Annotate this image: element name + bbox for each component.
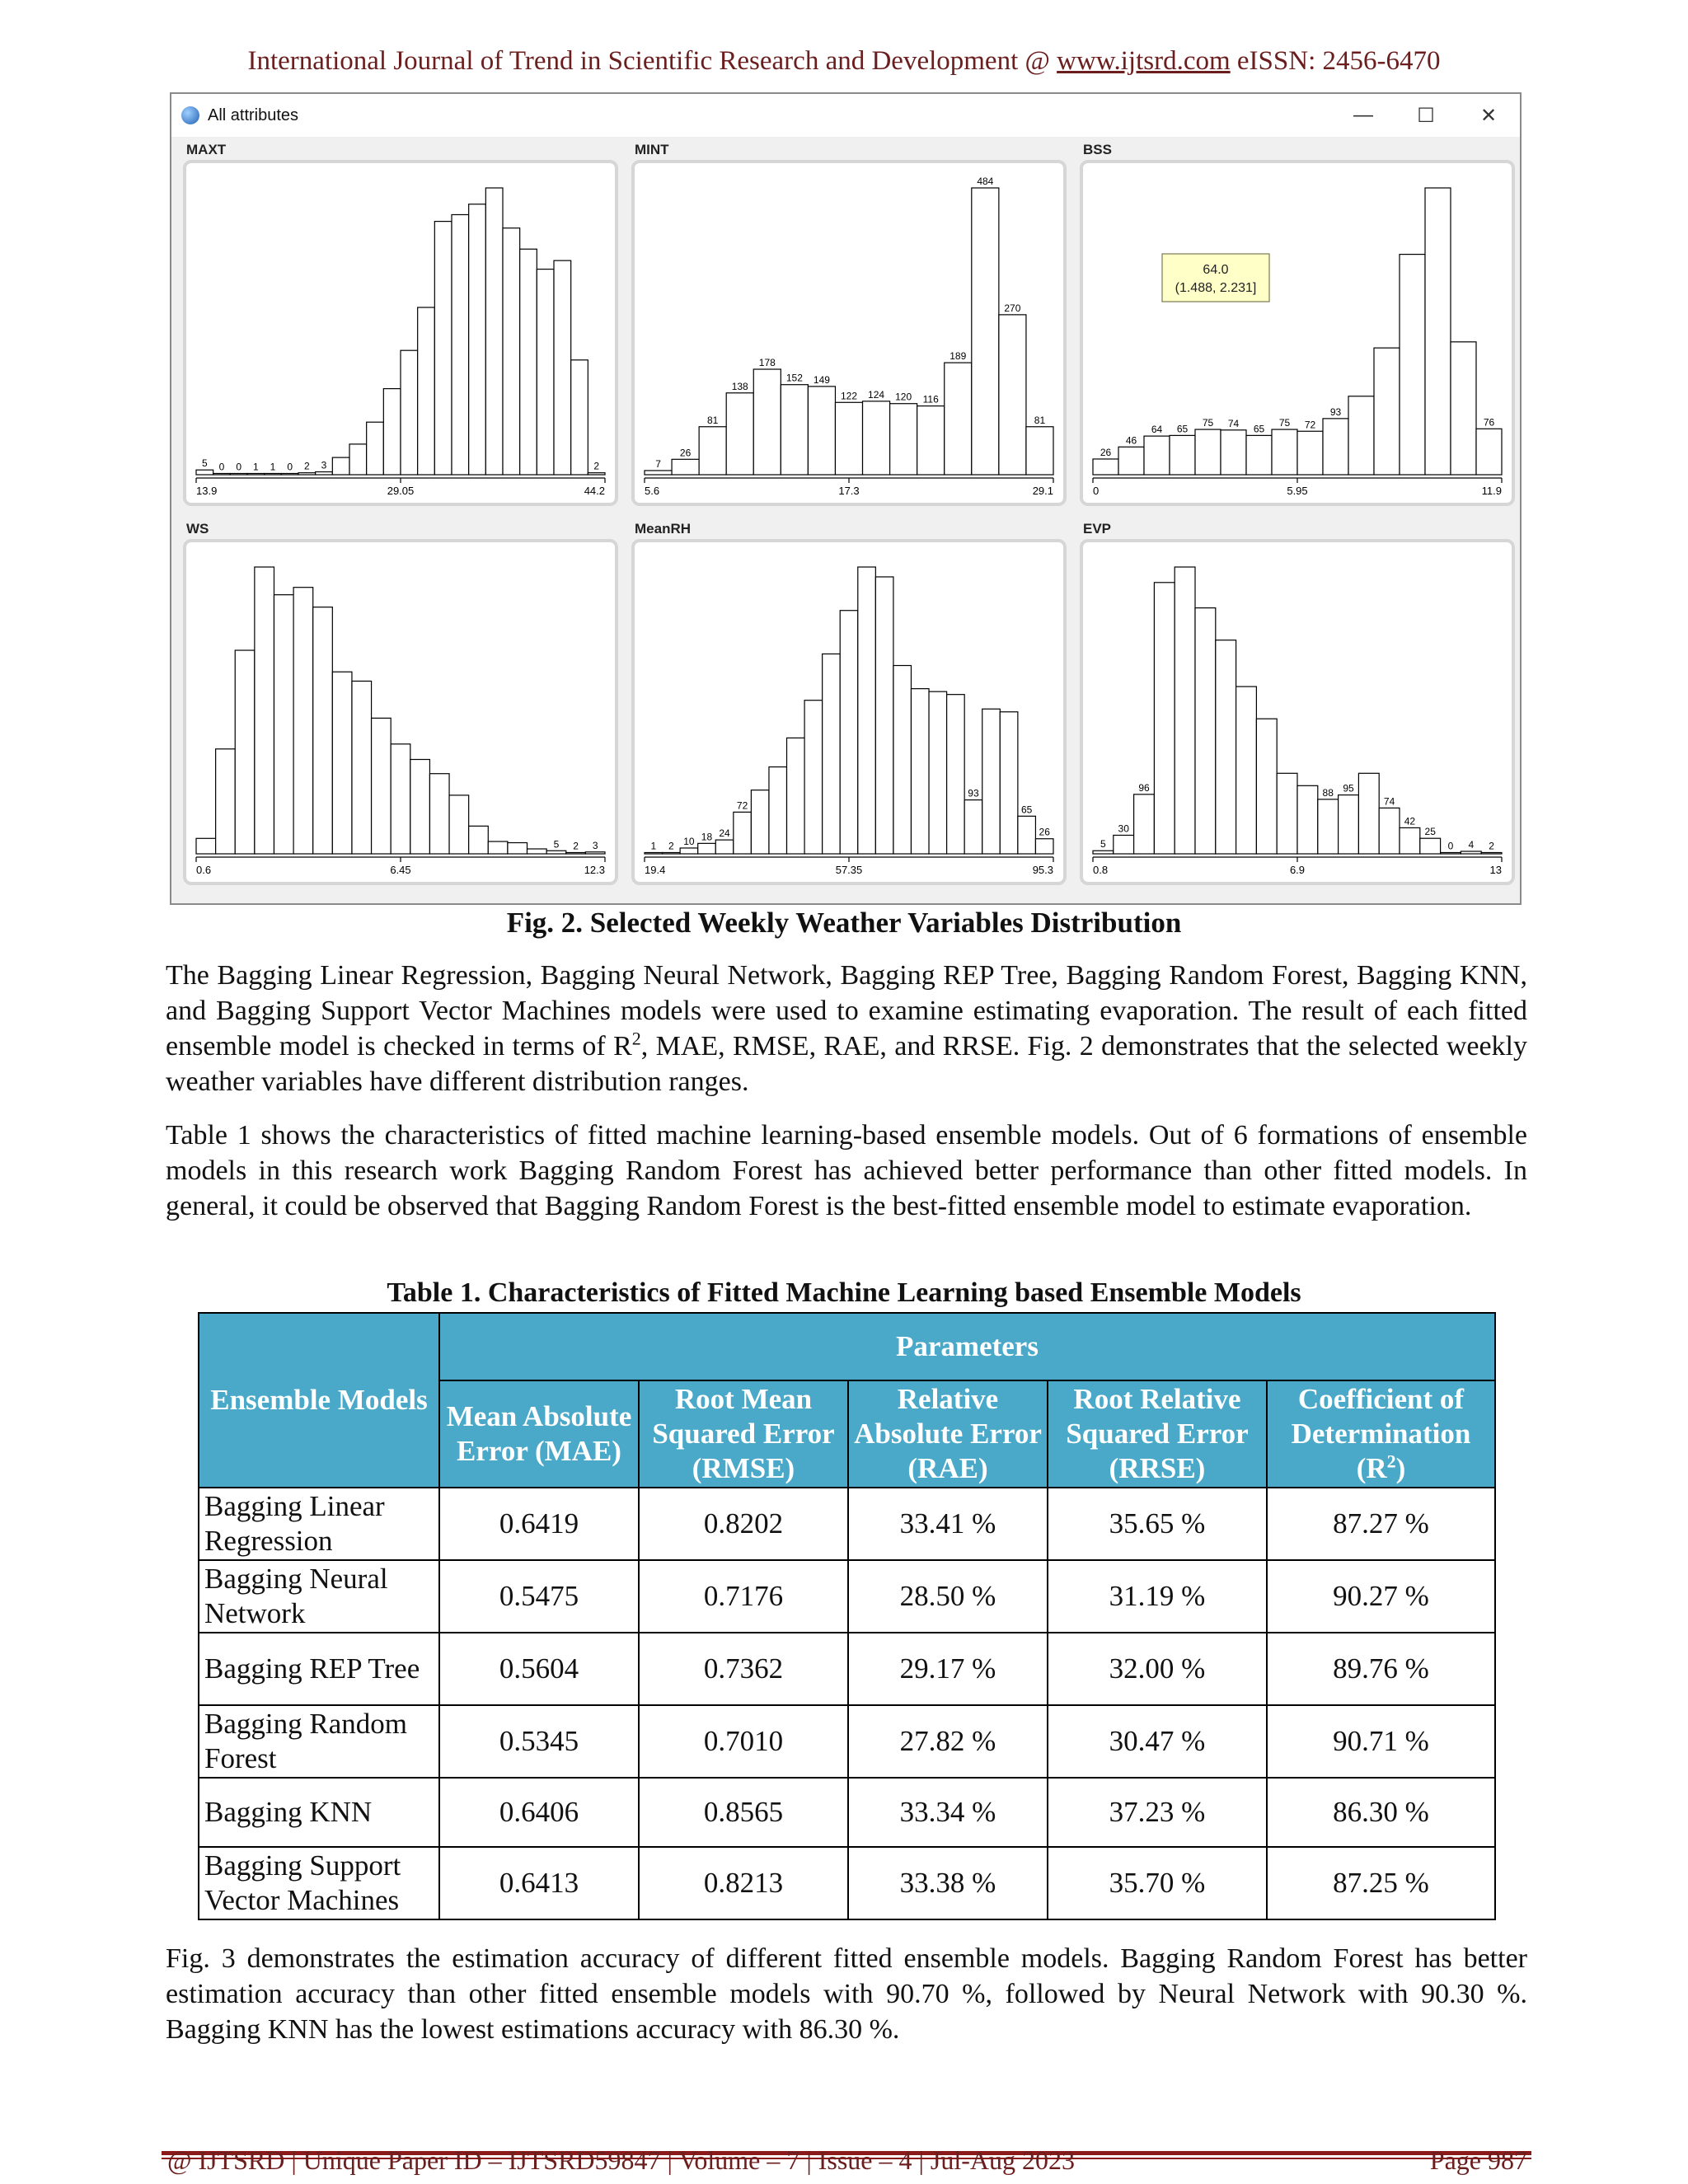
histogram-bar: [751, 790, 769, 854]
histogram-bar: [645, 853, 663, 855]
x-tick-label: 11.9: [1481, 485, 1502, 497]
histogram-panel-meanrh: [631, 539, 1067, 885]
histogram-bar: [917, 406, 945, 475]
histogram-bar: [452, 214, 469, 475]
histogram-bar: [1339, 795, 1359, 854]
histogram-bar: [332, 672, 352, 854]
journal-issn: eISSN: 2456-6470: [1230, 46, 1441, 76]
rae-value: 27.82 %: [848, 1705, 1048, 1778]
header-r2-text: Coefficient of Determination (R: [1291, 1383, 1471, 1484]
model-name: Bagging KNN: [199, 1778, 439, 1847]
histogram-bar: [1318, 799, 1339, 854]
maximize-button[interactable]: ☐: [1417, 104, 1435, 127]
histogram-bar: [520, 249, 537, 475]
histogram-maxt: [186, 163, 615, 503]
histogram-bar: [645, 471, 672, 475]
histogram-bar: [503, 228, 520, 475]
histogram-bar: [1018, 816, 1036, 854]
histogram-meanrh: [635, 542, 1063, 882]
histogram-bar: [265, 474, 282, 476]
bar-count-label: 46: [1125, 434, 1137, 447]
bar-count-label: 75: [1202, 417, 1214, 429]
mae-value: 0.5604: [439, 1633, 639, 1705]
panel-title-maxt: MAXT: [186, 142, 227, 157]
window-controls: [1332, 104, 1520, 128]
weka-attributes-window: [170, 92, 1522, 905]
tooltip-value: 64.0: [1203, 263, 1229, 277]
bar-count-label: 26: [679, 447, 692, 459]
bar-count-label: 96: [1138, 781, 1150, 794]
histogram-bar: [1400, 255, 1425, 475]
rrse-value: 37.23 %: [1048, 1778, 1267, 1847]
table-row: [199, 1488, 1495, 1560]
bar-count-label: 138: [731, 380, 748, 392]
bar-count-label: 5: [553, 838, 560, 851]
histogram-bar: [352, 681, 372, 854]
running-header: [0, 46, 1688, 77]
header-r2-close: ): [1395, 1452, 1406, 1484]
histogram-bar: [804, 701, 823, 854]
histogram-bar: [1035, 839, 1053, 854]
table-row: [199, 1633, 1495, 1705]
histogram-bar: [434, 222, 452, 475]
x-tick-label: 5.6: [645, 485, 660, 497]
histogram-bar: [216, 749, 236, 854]
histogram-bar: [196, 838, 216, 854]
panel-title-evp: EVP: [1083, 521, 1112, 537]
histogram-bar: [1420, 838, 1441, 854]
table-caption: Table 1. Characteristics of Fitted Machine Learning based Ensemble Models: [387, 1277, 1301, 1308]
histogram-bar: [1195, 429, 1221, 475]
histogram-bar: [469, 826, 489, 854]
histogram-bar: [588, 473, 605, 475]
x-tick-label: 6.9: [1289, 864, 1306, 876]
bar-count-label: 1: [650, 840, 657, 852]
x-tick-label: 6.45: [390, 864, 411, 876]
bar-count-label: 5: [201, 457, 208, 470]
paragraph-models-text-b: , MAE, RMSE, RAE, and RRSE. Fig. 2 demonstrates that the selected weekly weather variables have different distribution ranges.: [166, 1031, 1527, 1097]
histogram-bar: [1221, 430, 1246, 475]
histogram-bar: [1170, 435, 1195, 475]
bar-count-label: 74: [1227, 417, 1240, 429]
x-tick-label: 95.3: [1032, 864, 1053, 876]
bar-count-label: 81: [1034, 414, 1046, 426]
histogram-bar: [1118, 447, 1144, 475]
rmse-value: 0.7176: [639, 1560, 848, 1633]
bar-count-label: 76: [1483, 416, 1495, 429]
histogram-bar: [982, 709, 1001, 854]
bar-count-label: 24: [719, 827, 730, 840]
minimize-button[interactable]: —: [1353, 103, 1373, 126]
histogram-bar: [213, 474, 231, 476]
histogram-bar: [1236, 687, 1257, 854]
histogram-bar: [1000, 712, 1018, 854]
bar-count-label: 65: [1253, 423, 1265, 435]
bar-count-label: 95: [1343, 782, 1354, 794]
histogram-bar: [1400, 827, 1420, 854]
r2-value: 87.25 %: [1267, 1847, 1495, 1919]
histogram-bar: [410, 759, 430, 854]
histogram-bar: [999, 315, 1026, 475]
histogram-bar: [1216, 640, 1236, 854]
x-tick-label: 44.2: [584, 485, 605, 497]
histogram-bar: [332, 457, 349, 475]
histogram-panel-maxt: [183, 160, 618, 506]
bar-count-label: 124: [868, 388, 885, 401]
histogram-bar: [823, 654, 841, 854]
histogram-bar: [699, 427, 726, 475]
histogram-bar: [508, 843, 528, 854]
histogram-bar: [1297, 431, 1323, 475]
histogram-bar: [715, 840, 734, 854]
x-tick-label: 5.95: [1287, 485, 1308, 497]
bar-count-label: 120: [895, 391, 912, 403]
histogram-bar: [890, 404, 917, 475]
histogram-bar: [1451, 342, 1476, 475]
histogram-bar: [964, 800, 982, 854]
rmse-value: 0.8213: [639, 1847, 848, 1919]
x-tick-label: 12.3: [584, 864, 605, 876]
bar-tooltip: [1162, 254, 1269, 302]
bar-count-label: 149: [813, 373, 830, 386]
window-title: All attributes: [208, 105, 299, 124]
histogram-bar: [1134, 794, 1155, 854]
bar-count-label: 18: [701, 831, 713, 843]
histogram-bar: [1114, 835, 1134, 854]
running-footer: [167, 2145, 1527, 2176]
header-rae: Relative Absolute Error (RAE): [848, 1380, 1048, 1488]
figure-caption: Fig. 2. Selected Weekly Weather Variables Distribution: [506, 907, 1182, 939]
histogram-evp: [1083, 542, 1512, 882]
close-button[interactable]: ✕: [1479, 104, 1498, 127]
panel-title-ws: WS: [186, 521, 209, 537]
app-icon: [181, 106, 199, 124]
bar-count-label: 10: [683, 835, 695, 847]
histogram-bar: [391, 744, 410, 854]
table-row: [199, 1705, 1495, 1778]
histogram-bar: [255, 567, 274, 854]
histogram-bar: [485, 188, 503, 475]
rae-value: 33.41 %: [848, 1488, 1048, 1560]
table-row: [199, 1847, 1495, 1919]
x-tick-label: 13: [1489, 864, 1502, 876]
paragraph-models-text-a: The Bagging Linear Regression, Bagging Neural Network, Bagging REP Tree, Bagging Random Forest, Bagging KNN, and Bagging Support Vector Machines models were used to examine estimating evaporation. The result of each fitted ensemble model is checked in terms of R: [166, 960, 1527, 1062]
histogram-bss: [1083, 163, 1512, 503]
bar-count-label: 65: [1020, 804, 1033, 816]
bar-count-label: 116: [922, 393, 939, 405]
bar-count-label: 2: [573, 840, 579, 852]
journal-name: International Journal of Trend in Scientific Research and Development @: [247, 46, 1057, 76]
histogram-bar: [313, 607, 333, 854]
histogram-bar: [1374, 348, 1400, 475]
histogram-bar: [429, 774, 449, 854]
histogram-panel-ws: [183, 539, 618, 885]
histogram-bar: [1175, 567, 1195, 854]
rmse-value: 0.7362: [639, 1633, 848, 1705]
bar-count-label: 152: [785, 372, 803, 384]
bar-count-label: 75: [1278, 417, 1291, 429]
histogram-bar: [875, 577, 893, 854]
bar-count-label: 4: [1468, 838, 1475, 851]
mae-value: 0.6419: [439, 1488, 639, 1560]
header-r2: [1267, 1380, 1495, 1488]
bar-count-label: 0: [236, 461, 242, 473]
bar-count-label: 2: [303, 460, 310, 472]
bar-count-label: 0: [1447, 840, 1454, 852]
histogram-bar: [1323, 419, 1348, 475]
histogram-bar: [537, 269, 554, 475]
histogram-panel-bss: [1080, 160, 1515, 506]
histogram-bar: [698, 843, 716, 854]
histogram-bar: [349, 444, 367, 475]
rae-value: 33.34 %: [848, 1778, 1048, 1847]
rmse-value: 0.8565: [639, 1778, 848, 1847]
histogram-bar: [972, 188, 999, 475]
mae-value: 0.6406: [439, 1778, 639, 1847]
bar-count-label: 74: [1383, 795, 1395, 808]
histogram-bar: [1256, 719, 1277, 854]
histogram-bar: [247, 474, 265, 476]
page-number: Page 987: [1429, 2145, 1527, 2175]
x-tick-label: 57.35: [835, 864, 863, 876]
bar-count-label: 93: [968, 787, 979, 799]
rrse-value: 35.65 %: [1048, 1488, 1267, 1560]
bar-count-label: 64: [1151, 424, 1163, 436]
histogram-bar: [1246, 435, 1272, 475]
panel-title-meanrh: MeanRH: [635, 521, 692, 537]
histogram-bar: [863, 401, 890, 475]
model-name: Bagging Support Vector Machines: [199, 1847, 439, 1919]
bar-count-label: 0: [287, 461, 293, 473]
histogram-mint: [635, 163, 1063, 503]
bar-count-label: 65: [1176, 423, 1189, 435]
histogram-bar: [929, 691, 947, 854]
histogram-bar: [1093, 459, 1118, 475]
histogram-bar: [1144, 436, 1170, 475]
histogram-bar: [734, 812, 752, 854]
histogram-bar: [1297, 785, 1318, 854]
r2-value: 90.71 %: [1267, 1705, 1495, 1778]
rrse-value: 32.00 %: [1048, 1633, 1267, 1705]
header-r2-sup: 2: [1386, 1451, 1396, 1472]
rae-value: 28.50 %: [848, 1560, 1048, 1633]
header-parameters: Parameters: [439, 1313, 1495, 1380]
x-tick-label: 29.05: [387, 485, 415, 497]
rrse-value: 31.19 %: [1048, 1560, 1267, 1633]
table-row: [199, 1560, 1495, 1633]
header-ensemble-models: Ensemble Models: [199, 1313, 439, 1488]
histogram-bar: [680, 848, 698, 854]
r-squared-superscript: 2: [631, 1028, 641, 1049]
histogram-bar: [449, 795, 469, 854]
histogram-bar: [546, 851, 566, 854]
histogram-bar: [893, 666, 912, 854]
rrse-value: 30.47 %: [1048, 1705, 1267, 1778]
rmse-value: 0.8202: [639, 1488, 848, 1560]
bar-count-label: 5: [1100, 838, 1106, 851]
histogram-bar: [1272, 429, 1297, 475]
x-tick-label: 0.8: [1093, 864, 1109, 876]
histogram-bar: [488, 841, 508, 854]
histogram-bar: [835, 402, 862, 475]
paragraph-models: [166, 958, 1527, 1099]
x-tick-label: 17.3: [838, 485, 860, 497]
bar-count-label: 7: [655, 457, 661, 470]
model-name: Bagging REP Tree: [199, 1633, 439, 1705]
histogram-bar: [672, 459, 699, 475]
panel-title-mint: MINT: [635, 142, 669, 157]
header-rmse: Root Mean Squared Error (RMSE): [639, 1380, 848, 1488]
bar-count-label: 88: [1322, 786, 1334, 799]
histogram-grid: [171, 137, 1520, 903]
bar-count-label: 484: [977, 176, 994, 187]
header-mae: Mean Absolute Error (MAE): [439, 1380, 639, 1488]
r2-value: 86.30 %: [1267, 1778, 1495, 1847]
histogram-bar: [808, 387, 835, 475]
r2-value: 87.27 %: [1267, 1488, 1495, 1560]
histogram-bar: [281, 474, 298, 476]
bar-count-label: 72: [1304, 419, 1316, 431]
histogram-bar: [469, 204, 486, 475]
journal-url-link[interactable]: www.ijtsrd.com: [1057, 46, 1231, 76]
model-name: Bagging Random Forest: [199, 1705, 439, 1778]
bar-count-label: 3: [321, 459, 327, 471]
histogram-bar: [554, 260, 571, 475]
histogram-bar: [1379, 808, 1400, 854]
histogram-bar: [1425, 188, 1451, 475]
histogram-bar: [298, 473, 316, 475]
histogram-ws: [186, 542, 615, 882]
bar-count-label: 72: [736, 799, 748, 812]
bar-count-label: 178: [758, 357, 776, 369]
histogram-bar: [858, 567, 876, 854]
histogram-bar: [316, 472, 333, 475]
mae-value: 0.5475: [439, 1560, 639, 1633]
histogram-bar: [566, 853, 586, 855]
results-table: [198, 1312, 1496, 1920]
histogram-bar: [1358, 773, 1379, 854]
x-tick-label: 0.6: [196, 864, 212, 876]
histogram-bar: [1476, 429, 1502, 475]
r2-value: 90.27 %: [1267, 1560, 1495, 1633]
bar-count-label: 26: [1039, 826, 1050, 838]
x-tick-label: 29.1: [1032, 485, 1053, 497]
bar-count-label: 26: [1100, 446, 1112, 458]
histogram-bar: [945, 363, 972, 475]
mae-value: 0.5345: [439, 1705, 639, 1778]
histogram-bar: [528, 849, 547, 854]
rmse-value: 0.7010: [639, 1705, 848, 1778]
histogram-bar: [769, 767, 787, 854]
rae-value: 29.17 %: [848, 1633, 1048, 1705]
histogram-bar: [1348, 396, 1374, 475]
bar-count-label: 122: [840, 390, 858, 402]
histogram-bar: [1026, 427, 1053, 475]
header-rrse: Root Relative Squared Error (RRSE): [1048, 1380, 1267, 1488]
bar-count-label: 2: [1489, 840, 1494, 852]
histogram-bar: [383, 389, 401, 475]
mae-value: 0.6413: [439, 1847, 639, 1919]
bar-count-label: 270: [1004, 302, 1021, 314]
histogram-bar: [1441, 853, 1461, 855]
bar-count-label: 93: [1329, 405, 1342, 418]
rrse-value: 35.70 %: [1048, 1847, 1267, 1919]
histogram-bar: [293, 588, 313, 854]
tooltip-range: (1.488, 2.231]: [1175, 281, 1257, 295]
histogram-bar: [726, 393, 753, 475]
histogram-panel-mint: [631, 160, 1067, 506]
bar-count-label: 2: [668, 840, 674, 852]
bar-count-label: 189: [950, 350, 967, 363]
model-name: Bagging Linear Regression: [199, 1488, 439, 1560]
histogram-bar: [840, 611, 858, 854]
r2-value: 89.76 %: [1267, 1633, 1495, 1705]
histogram-bar: [235, 650, 255, 854]
bar-count-label: 42: [1404, 815, 1416, 827]
bar-count-label: 1: [270, 461, 276, 473]
histogram-bar: [274, 595, 293, 854]
rae-value: 33.38 %: [848, 1847, 1048, 1919]
paragraph-table-intro: Table 1 shows the characteristics of fitted machine learning-based ensemble models. Out of 6 formations of ensemble models in this research work Bagging Random Forest has achieved better performance than other fitted models. In general, it could be observed that Bagging Random Forest is the best-fitted ensemble model to estimate evaporation.: [166, 1120, 1527, 1221]
histogram-bar: [947, 695, 965, 854]
histogram-bar: [367, 422, 384, 475]
histogram-bar: [372, 718, 392, 854]
histogram-bar: [1277, 773, 1297, 854]
histogram-bar: [196, 470, 213, 475]
x-tick-label: 19.4: [645, 864, 666, 876]
bar-count-label: 1: [252, 461, 259, 473]
paragraph-accuracy: Fig. 3 demonstrates the estimation accuracy of different fitted ensemble models. Bagging Random Forest has better estimation accuracy than other fitted ensemble models with 90.70 %, followed by Neural Network with 90.30 %. Bagging KNN has the lowest estimations accuracy with 86.30 %.: [166, 1943, 1527, 2045]
window-titlebar[interactable]: [171, 94, 1520, 137]
histogram-bar: [663, 853, 681, 855]
histogram-bar: [1195, 608, 1216, 854]
bar-count-label: 0: [218, 461, 225, 473]
table-row: [199, 1778, 1495, 1847]
histogram-panel-evp: [1080, 539, 1515, 885]
bar-count-label: 3: [592, 839, 598, 851]
histogram-bar: [1481, 852, 1502, 854]
x-tick-label: 0: [1093, 485, 1100, 497]
histogram-bar: [418, 307, 435, 475]
bar-count-label: 25: [1424, 826, 1436, 838]
histogram-bar: [911, 689, 929, 854]
histogram-bar: [781, 385, 808, 475]
histogram-bar: [230, 474, 247, 476]
histogram-bar: [585, 852, 605, 854]
model-name: Bagging Neural Network: [199, 1560, 439, 1633]
histogram-bar: [1461, 851, 1481, 854]
bar-count-label: 30: [1118, 823, 1129, 835]
histogram-bar: [787, 738, 805, 854]
histogram-bar: [1154, 583, 1175, 854]
bar-count-label: 2: [593, 460, 600, 472]
histogram-bar: [1093, 851, 1114, 854]
bar-count-label: 81: [706, 414, 719, 426]
histogram-bar: [753, 369, 781, 475]
footer-info: @ IJTSRD | Unique Paper ID – IJTSRD59847 | Volume – 7 | Issue – 4 | Jul-Aug 2023: [167, 2145, 1075, 2175]
histogram-bar: [401, 350, 418, 475]
x-tick-label: 13.9: [196, 485, 218, 497]
histogram-bar: [571, 360, 588, 475]
panel-title-bss: BSS: [1083, 142, 1112, 157]
